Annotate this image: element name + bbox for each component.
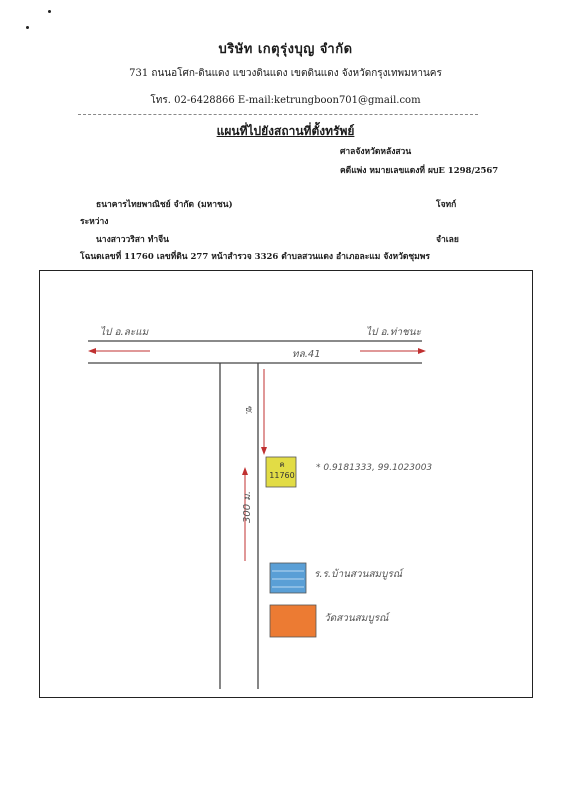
scan-speck [26, 26, 29, 29]
defendant-role: จำเลย [436, 235, 459, 245]
company-address: 731 ถนนอโศก-ดินแดง แขวงดินแดง เขตดินแดง จังหวัดกรุงเทพมหานคร [129, 68, 442, 79]
road-down-arrow-head [261, 447, 267, 455]
left-arrow-head [88, 348, 96, 354]
plot-coordinates: * 0.9181333, 99.1023003 [316, 463, 433, 473]
distance-arrow-head [242, 467, 248, 475]
court-name: ศาลจังหวัดหลังสวน [340, 147, 412, 157]
scan-speck [48, 10, 51, 13]
right-direction-label: ไป อ.ท่าชนะ [366, 327, 421, 338]
property-description: โฉนดเลขที่ 11760 เลขที่ดิน 277 หน้าสำรวจ 3326 ตำบลสวนแดง อำเภอละแม จังหวัดชุมพร [80, 252, 430, 262]
road-label: ซ. [243, 405, 254, 415]
map-frame [39, 270, 533, 698]
left-direction-label: ไป อ.ละแม [100, 327, 149, 338]
document-title: แผนที่ไปยังสถานที่ตั้งทรัพย์ [216, 124, 355, 138]
defendant-name: นางสาววริสา ทำจีน [96, 235, 169, 245]
company-name: บริษัท เกตุรุ่งบุญ จำกัด [218, 42, 353, 57]
shop-box [270, 563, 306, 593]
header-divider [78, 114, 478, 115]
landmark-label: วัดสวนสมบูรณ์ [324, 613, 389, 624]
case-number: คดีแพ่ง หมายเลขแดงที่ ผบE 1298/2567 [340, 166, 499, 176]
plot-label: ค 11760 [269, 460, 295, 480]
between-label: ระหว่าง [80, 217, 109, 227]
company-contact: โทร. 02-6428866 E-mail:ketrungboon701@gmail.com [150, 95, 421, 106]
landmark-box [270, 605, 316, 637]
plaintiff-name: ธนาคารไทยพาณิชย์ จำกัด (มหาชน) [96, 200, 233, 210]
shop-label: ร.ร.บ้านสวนสมบูรณ์ [314, 569, 403, 580]
plaintiff-role: โจทก์ [436, 200, 457, 210]
highway-label: ทล.41 [292, 349, 321, 360]
right-arrow-head [418, 348, 426, 354]
distance-label: 300 ม. [242, 490, 253, 523]
